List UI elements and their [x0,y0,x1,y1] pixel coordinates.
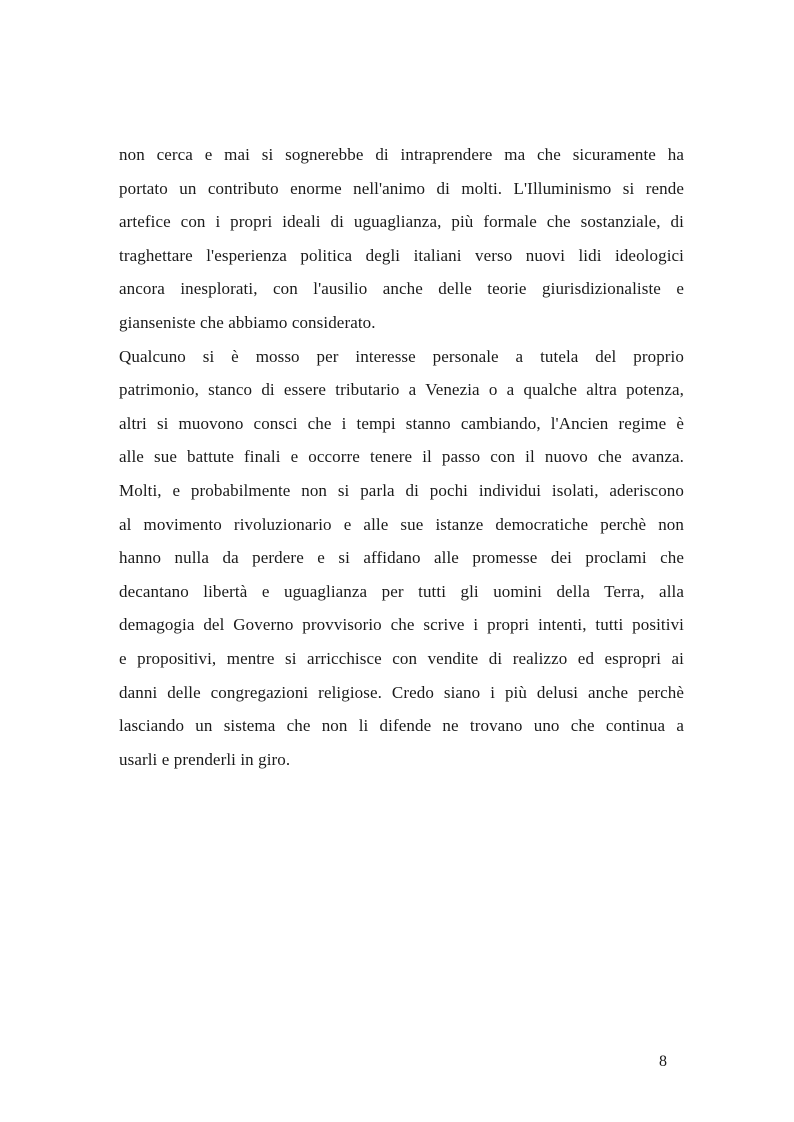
paragraph-2-line-1: Qualcuno si è mosso per interesse personale a tutela del proprio [119,346,684,366]
paragraph-2-line-9: demagogia del Governo provvisorio che scrive i propri intenti, tutti positivi [119,615,684,635]
paragraph-2-line-3: altri si muovono consci che i tempi stanno cambiando, l'Ancien regime è [119,413,684,433]
paragraph-2-line-13: usarli e prenderli in giro. [119,749,291,769]
page-number: 8 [659,1053,667,1070]
paragraph-2-line-12: lasciando un sistema che non li difende ne trovano uno che continua a [119,716,684,736]
paragraph-1-line-4: traghettare l'esperienza politica degli italiani verso nuovi lidi ideologici [119,245,684,265]
paragraph-2-line-10: e propositivi, mentre si arricchisce con vendite di realizzo ed espropri ai [119,648,684,668]
paragraph-2-line-8: decantano libertà e uguaglianza per tutti gli uomini della Terra, alla [119,581,684,601]
paragraph-2-line-2: patrimonio, stanco di essere tributario a Venezia o a qualche altra potenza, [119,380,684,400]
paragraph-2-line-11: danni delle congregazioni religiose. Credo siano i più delusi anche perchè [119,682,684,702]
paragraph-1-line-3: artefice con i propri ideali di uguaglianza, più formale che sostanziale, di [119,212,684,232]
paragraph-2-line-5: Molti, e probabilmente non si parla di pochi individui isolati, aderiscono [119,480,684,500]
paragraph-1-line-1: non cerca e mai si sognerebbe di intraprendere ma che sicuramente ha [119,145,684,164]
paragraph-1-line-2: portato un contributo enorme nell'animo di molti. L'Illuminismo si rende [119,178,684,198]
paragraph-2-line-6: al movimento rivoluzionario e alle sue istanze democratiche perchè non [119,514,684,534]
paragraph-1-line-5: ancora inesplorati, con l'ausilio anche delle teorie giurisdizionaliste e [119,279,684,299]
paragraph-2-line-4: alle sue battute finali e occorre tenere il passo con il nuovo che avanza. [119,447,684,467]
paragraph-2-line-7: hanno nulla da perdere e si affidano alle promesse dei proclami che [119,548,684,568]
paragraph-1-line-6: gianseniste che abbiamo considerato. [119,312,376,332]
body-text [119,138,684,776]
